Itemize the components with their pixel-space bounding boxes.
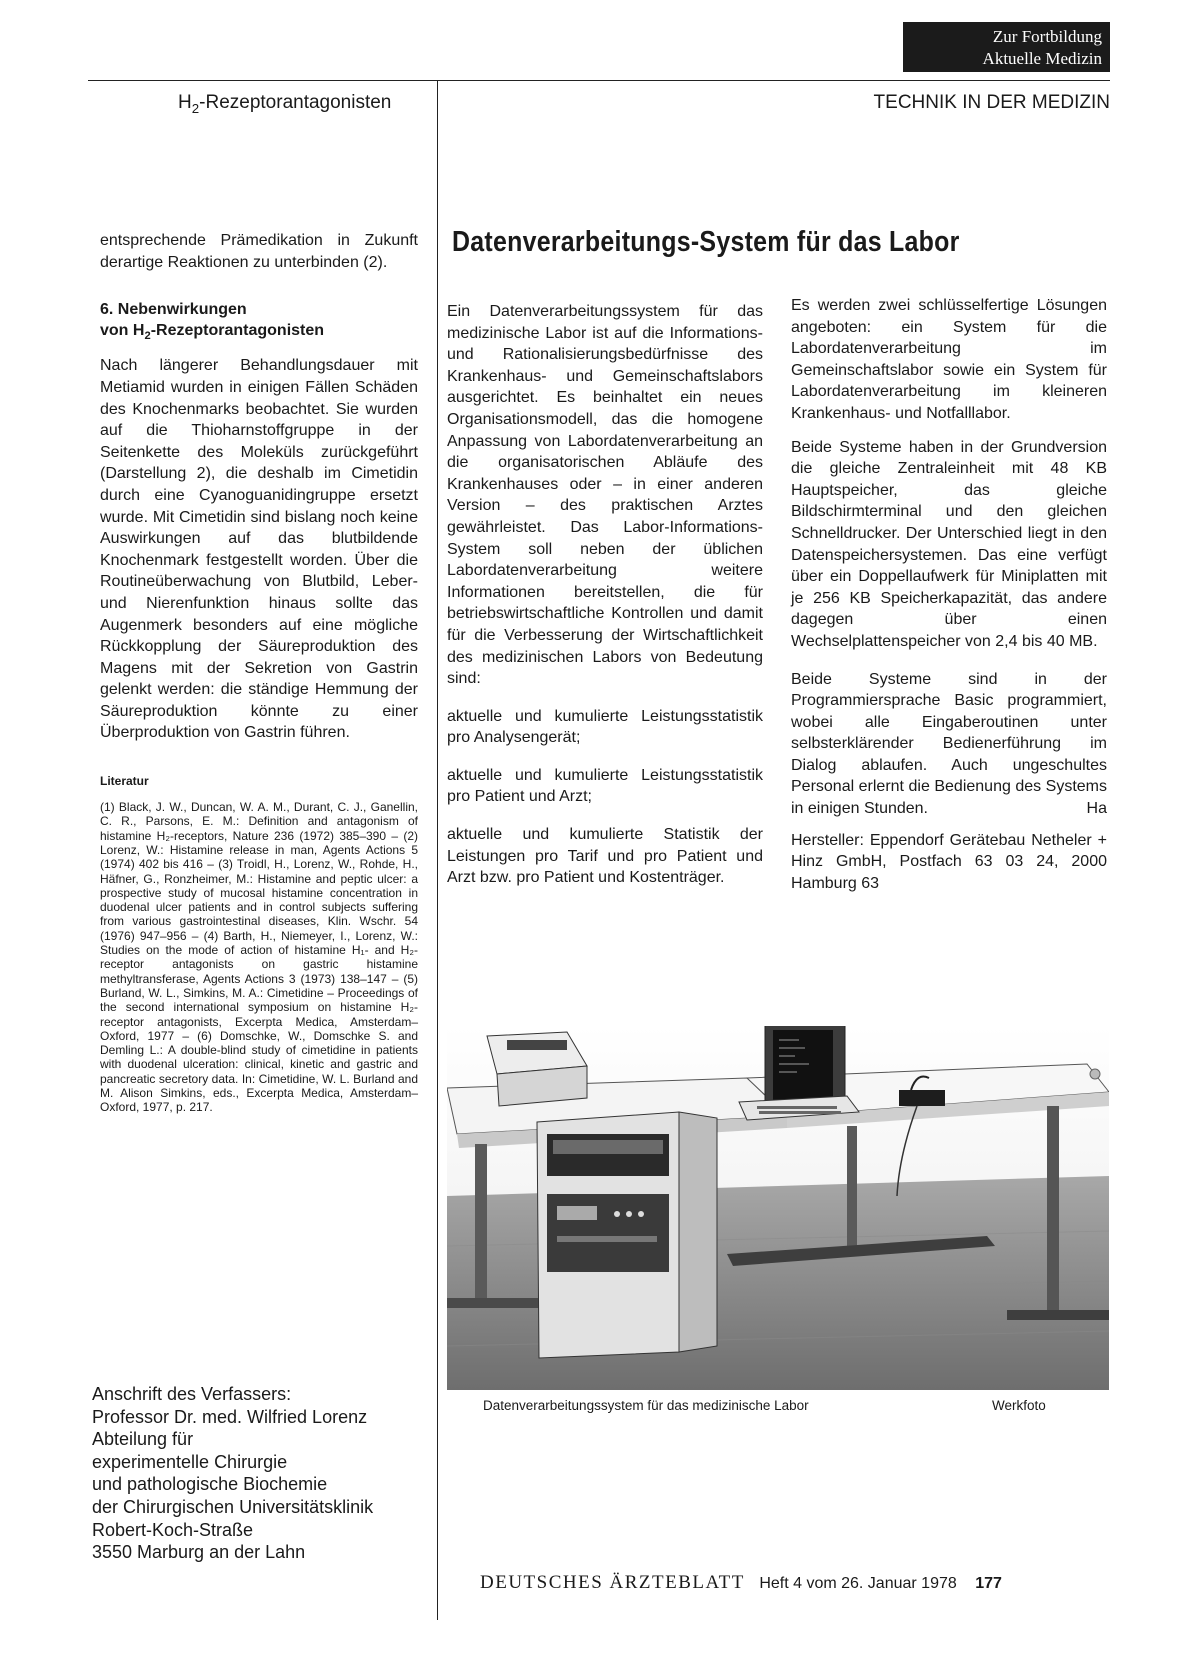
- article-paragraph: Beide Systeme haben in der Grundversion die gleiche Zentraleinheit mit 48 KB Hauptspeicher, das gleiche Bildschirmterminal und den gleichen Schnelldrucker. Der Unterschied liegt in den Datenspeichersystemen. Das eine verfügt über ein Doppellaufwerk für Miniplatten mit je 256 KB Speicherkapazität, das andere dagegen über einen Wechselplattenspeicher von 2,4 bis 40 MB.: [791, 438, 1107, 650]
- left-column: [100, 230, 418, 1115]
- running-head-right: TECHNIK IN DER MEDIZIN: [873, 92, 1110, 113]
- author-address: Anschrift des Verfassers: Professor Dr. med. Wilfried Lorenz Abteilung für experimentelle Chirurgie und pathologische Biochemie der Chirurgischen Universitätsklinik Robert-Koch-Straße 3550 Marburg an der Lahn: [92, 1384, 374, 1563]
- article-column-1: [447, 301, 763, 889]
- page-number: 177: [975, 1575, 1002, 1592]
- column-divider: [437, 80, 438, 1620]
- section-heading: 6. Nebenwirkungen von $H_2$-Rezeptorantagonisten: [100, 301, 325, 343]
- journal-name: DEUTSCHES ÄRZTEBLATT: [480, 1572, 745, 1593]
- running-head-left: $H_2$-Rezeptorantagonisten: [178, 92, 392, 116]
- page-footer: [480, 1572, 1110, 1594]
- manufacturer-info: Hersteller: Eppendorf Gerätebau Netheler + Hinz GmbH, Postfach 63 03 24, 2000 Hamburg 63: [791, 831, 1107, 892]
- article-column-2: [791, 295, 1107, 894]
- statistics-item: aktuelle und kumulierte Leistungsstatistik pro Analysengerät;: [447, 707, 763, 747]
- photo-credit: Werkfoto: [992, 1398, 1046, 1413]
- references: (1) Black, J. W., Duncan, W. A. M., Durant, C. J., Ganellin, C. R., Parsons, E. M.: Definition and antagonism of histamine H₂-receptors, Nature 236 (1972) 385–390 – (2) Lorenz, W.: Histamine release in man, Agents Actions 5 (1974) 402 bis 416 – (3) Troidl, H., Lorenz, W., Rohde, H., Häfner, G., Ronzheimer, M.: Histamine and peptic ulcer: a prospective study of mucosal histamine concentration in duodenal ulcer patients and in control subjects suffering from various gastrointestinal diseases, Klin. Wschr. 54 (1976) 947–956 – (4) Barth, H., Niemeyer, I., Lorenz, W.: Studies on the mode of action of histamine H₁- and H₂-receptor antagonists on gastric histamine methyltransferase, Agents Actions 3 (1973) 138–147 – (5) Burland, W. L., Simkins, M. A.: Cimetidine – Proceedings of the second international symposium on histamine H₂-receptor antagonists, Excerpta Medica, Amsterdam–Oxford, 1977 – (6) Domschke, W., Domschke S. and Demling L.: A double-blind study of cimetidine in patients with duodenal ulceration: clinical, kinetic and gastric and pancreatic secretory data. In: Cimetidine, W. L. Burland and M. Alison Simkins, eds., Excerpta Medica, Amsterdam–Oxford, 1977, p. 217.: [100, 800, 418, 1115]
- article-paragraph: Beide Systeme sind in der Programmiersprache Basic programmiert, wobei alle Eingaberoutinen unter selbsterklärender Bedienerführung im Dialog ablaufen. Auch ungeschultes Personal erlernt die Bedienung des Systems in einigen Stunden.: [791, 670, 1107, 818]
- article-paragraph: Es werden zwei schlüsselfertige Lösungen angeboten: ein System für die Labordatenverarbeitung im Gemeinschaftslabor sowie ein System für Labordatenverarbeitung im kleineren Krankenhaus- und Notfalllabor.: [791, 297, 1107, 422]
- badge-line-1: Zur Fortbildung: [992, 27, 1102, 46]
- literature-heading: Literatur: [100, 774, 149, 789]
- side-effects-paragraph: Nach längerer Behandlungsdauer mit Metiamid wurden in einigen Fällen Schäden des Knochenmarks beobachtet. Sie wurden auf die Thioharnstoffgruppe in der Seitenkette des Moleküls zurückgeführt (Darstellung 2), die deshalb im Cimetidin durch eine Cyanoguanidingruppe ersetzt wurde. Mit Cimetidin sind bislang noch keine Auswirkungen auf das blutbildende Knochenmark festgestellt worden. Über die Routineüberwachung von Blutbild, Leber- und Nierenfunktion hinaus sollte das Augenmerk besonders auf eine mögliche Rückkopplung der Säureproduktion des Magens mit der Sekretion von Gastrin gelenkt werden: die ständige Hemmung der Säureproduktion könnte zu einer Überproduktion von Gastrin führen.: [100, 357, 418, 742]
- intro-paragraph: entsprechende Prämedikation in Zukunft derartige Reaktionen zu unterbinden (2).: [100, 232, 418, 271]
- header-rule: [88, 80, 1110, 81]
- lab-system-photo: [447, 1026, 1109, 1390]
- statistics-item: aktuelle und kumulierte Statistik der Leistungen pro Tarif und pro Patient und Arzt bzw. pro Patient und Kostenträger.: [447, 826, 763, 887]
- lab-system-illustration: [447, 1026, 1109, 1390]
- article-title: Datenverarbeitungs-System für das Labor: [452, 226, 960, 258]
- photo-caption: Datenverarbeitungssystem für das medizinische Labor: [483, 1398, 809, 1413]
- issue-info: Heft 4 vom 26. Januar 1978: [759, 1575, 957, 1592]
- article-paragraph: Ein Datenverarbeitungssystem für das medizinische Labor ist auf die Informations- und Rationalisierungsbedürfnisse des Krankenhaus- und Gemeinschaftslabors ausgerichtet. Es beinhaltet ein neues Organisationsmodell, das die homogene Anpassung von Labordatenverarbeitung an die organisatorischen Abläufe des Krankenhauses oder – in einer anderen Version – des praktischen Arztes gewährleistet. Das Labor-Informations-System soll neben der üblichen Labordatenverarbeitung weitere Informationen bereitstellen, die für betriebswirtschaftliche Kontrollen und damit für die Verbesserung der Wirtschaftlichkeit des medizinischen Labors von Bedeutung sind:: [447, 303, 763, 688]
- statistics-item: aktuelle und kumulierte Leistungsstatistik pro Patient und Arzt;: [447, 766, 763, 806]
- badge-line-2: Aktuelle Medizin: [982, 49, 1102, 68]
- section-badge: [903, 22, 1110, 72]
- author-signature: Ha: [1086, 799, 1107, 817]
